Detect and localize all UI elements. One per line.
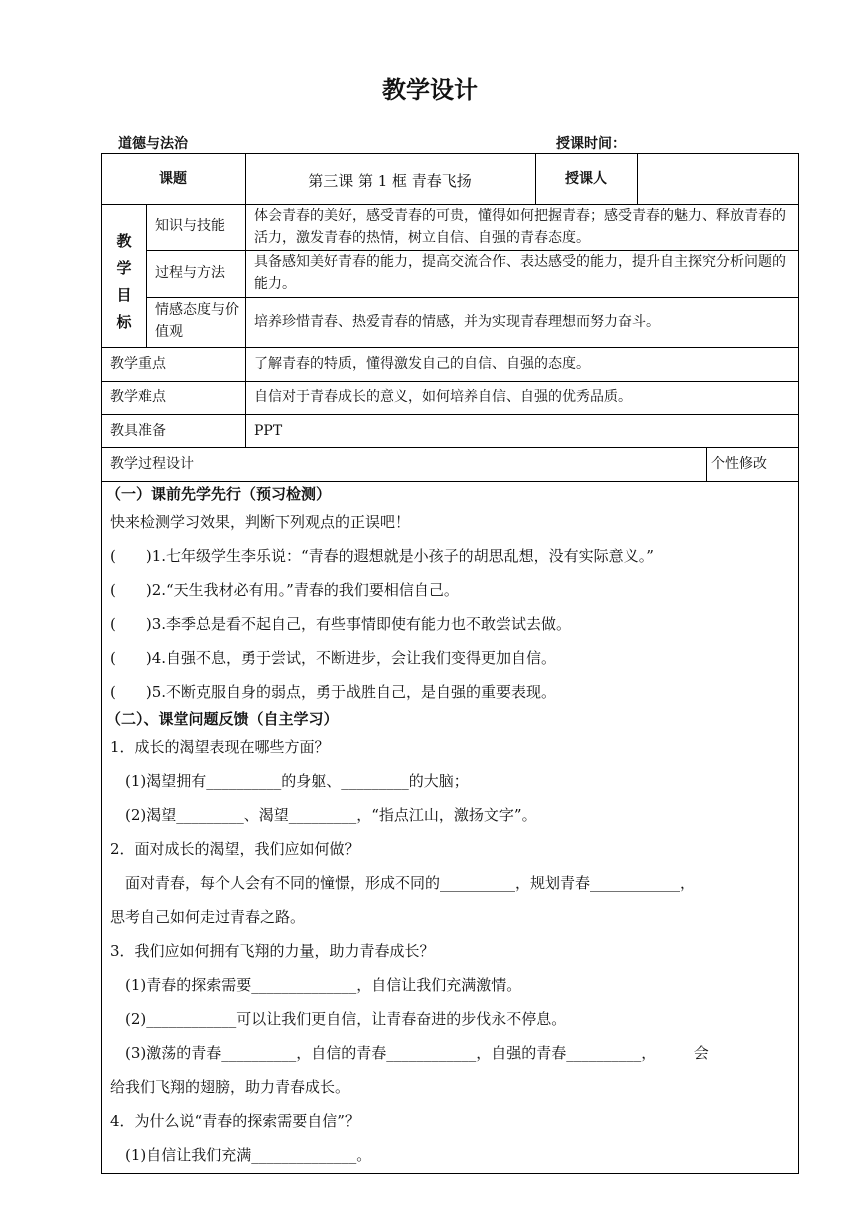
question-blank-line: (2)渴望_________、渴望_________，“指点江山，激扬文字”。 [110, 806, 537, 824]
row-divider [101, 381, 799, 382]
difficulty-text: 自信对于青春成长的意义，如何培养自信、自强的优秀品质。 [254, 389, 632, 405]
quiz-item: ( )5.不断克服自身的弱点，勇于战胜自己，是自强的重要表现。 [110, 683, 557, 701]
quiz-item: ( )1.七年级学生李乐说：“青春的遐想就是小孩子的胡思乱想，没有实际意义。” [110, 547, 654, 565]
emotion-text: 培养珍惜青春、热爱青春的情感，并为实现青春理想而努力奋斗。 [254, 314, 660, 330]
process-label: 过程与方法 [155, 265, 225, 281]
question-blank-line: (1)自信让我们充满______________。 [110, 1146, 372, 1164]
column-divider [706, 447, 707, 481]
question-blank-line: (1)渴望拥有__________的身躯、_________的大脑； [110, 772, 469, 790]
document-title: 教学设计 [382, 76, 478, 104]
teacher-label: 授课人 [565, 171, 607, 187]
question: 1．成长的渴望表现在哪些方面？ [110, 738, 330, 756]
objectives-label-2: 学 [116, 259, 132, 277]
focus-label: 教学重点 [110, 356, 166, 372]
topic-label: 课题 [159, 171, 187, 187]
class-time-label: 授课时间： [556, 136, 626, 152]
column-divider [637, 153, 638, 204]
quiz-item: ( )2.“天生我材必有用。”青春的我们要相信自己。 [110, 581, 459, 599]
section-heading-preview: （一）课前先学先行（预习检测） [106, 485, 332, 503]
question-blank-line: 面对青春，每个人会有不同的憧憬，形成不同的__________，规划青春____________， [110, 874, 696, 892]
row-divider [101, 347, 799, 348]
process-text: 具备感知美好青春的能力，提高交流合作、表达感受的能力，提升自主探究分析问题的能力。 [254, 254, 786, 292]
knowledge-label: 知识与技能 [155, 218, 225, 234]
objectives-label-4: 标 [116, 313, 132, 331]
section-heading-feedback: （二）、课堂问题反馈（自主学习） [106, 710, 339, 728]
content-line: 给我们飞翔的翅膀，助力青春成长。 [110, 1078, 351, 1096]
row-divider [146, 297, 799, 298]
row-divider [101, 414, 799, 415]
question: 3．我们应如何拥有飞翔的力量，助力青春成长？ [110, 942, 435, 960]
question: 2．面对成长的渴望，我们应如何做？ [110, 840, 360, 858]
question-blank-line: (3)激荡的青春__________，自信的青春____________，自强的青春__________， 会 [110, 1044, 709, 1062]
focus-text: 了解青春的特质，懂得激发自己的自信、自强的态度。 [254, 356, 590, 372]
row-divider [101, 481, 799, 482]
knowledge-text: 体会青春的美好，感受青春的可贵，懂得如何把握青春；感受青春的魅力、释放青春的活力，激发青春的热情，树立自信、自强的青春态度。 [254, 208, 786, 246]
personal-edit-label: 个性修改 [711, 456, 767, 472]
topic-value: 第三课 第 1 框 青春飞扬 [308, 172, 472, 190]
objectives-label-3: 目 [116, 286, 132, 304]
question-blank-line: (1)青春的探索需要______________，自信让我们充满激情。 [110, 976, 522, 994]
column-divider [146, 204, 147, 347]
tools-label: 教具准备 [110, 423, 166, 439]
quiz-item: ( )3.李季总是看不起自己，有些事情即使有能力也不敢尝试去做。 [110, 615, 572, 633]
question-blank-line: (2)____________可以让我们更自信，让青春奋进的步伐永不停息。 [110, 1010, 567, 1028]
column-divider [245, 153, 246, 447]
row-divider [101, 447, 799, 448]
emotion-label: 情感态度与价值观 [155, 302, 239, 340]
tools-text: PPT [254, 423, 283, 439]
content-line: 快来检测学习效果，判断下列观点的正误吧！ [110, 513, 411, 531]
subject-label: 道德与法治 [118, 136, 188, 152]
process-design-label: 教学过程设计 [110, 456, 194, 472]
objectives-label-1: 教 [116, 232, 132, 250]
question: 4．为什么说“青春的探索需要自信”？ [110, 1112, 360, 1130]
difficulty-label: 教学难点 [110, 389, 166, 405]
quiz-item: ( )4.自强不息，勇于尝试，不断进步，会让我们变得更加自信。 [110, 649, 557, 667]
content-line: 思考自己如何走过青春之路。 [110, 908, 306, 926]
